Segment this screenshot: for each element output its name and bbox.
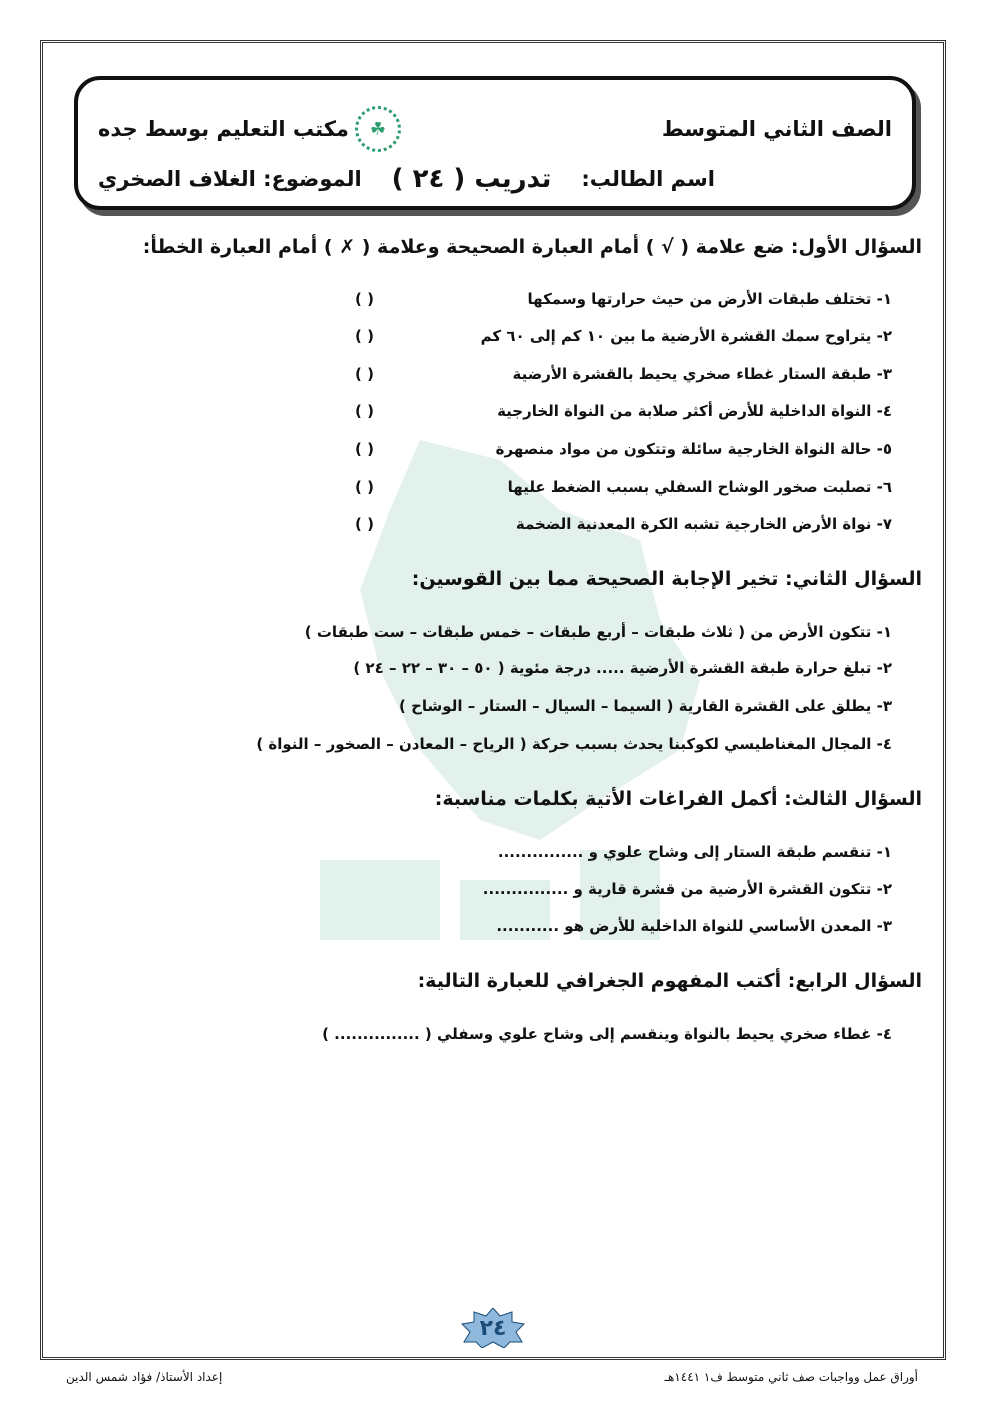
q1-answer-box-5[interactable]: ( ) bbox=[355, 440, 374, 458]
q4-title: السؤال الرابع: أكتب المفهوم الجغرافي للعبارة التالية: bbox=[417, 970, 922, 992]
q1-answer-box-7[interactable]: ( ) bbox=[355, 515, 374, 533]
q1-item-6: ٦- تصلبت صخور الوشاح السفلي بسبب الضغط عليها bbox=[507, 478, 892, 496]
q1-title: السؤال الأول: ضع علامة ( √ ) أمام العبارة الصحيحة وعلامة ( ✗ ) أمام العبارة الخطأ: bbox=[142, 236, 922, 258]
q1-answer-box-4[interactable]: ( ) bbox=[355, 402, 374, 420]
subject-label: الموضوع: الغلاف الصخري bbox=[98, 167, 362, 191]
training-label: تدريب ( ٢٤ ) bbox=[391, 164, 552, 194]
page-number-badge bbox=[460, 1308, 526, 1348]
q3-item-2: ٢- تتكون القشرة الأرضية من قشرة قارية و ............... bbox=[482, 880, 892, 898]
footer-title: أوراق عمل وواجبات صف ثاني متوسط ف١ ١٤٤١هـ bbox=[664, 1370, 918, 1384]
q1-item-4: ٤- النواة الداخلية للأرض أكثر صلابة من النواة الخارجية bbox=[497, 402, 892, 420]
q1-answer-box-2[interactable]: ( ) bbox=[355, 327, 374, 345]
header-row-bottom bbox=[98, 164, 892, 194]
q3-item-1: ١- تنقسم طبقة الستار إلى وشاح علوي و ............... bbox=[497, 843, 892, 861]
q1-item-3: ٣- طبقة الستار غطاء صخري يحيط بالقشرة الأرضية bbox=[512, 365, 892, 383]
q1-item-7: ٧- نواة الأرض الخارجية تشبه الكرة المعدنية الضخمة bbox=[515, 515, 892, 533]
q2-title: السؤال الثاني: تخير الإجابة الصحيحة مما بين القوسين: bbox=[411, 568, 922, 590]
student-name-label: اسم الطالب: bbox=[581, 167, 715, 191]
q2-item-1: ١- تتكون الأرض من ( ثلاث طبقات – أربع طبقات – خمس طبقات – ست طبقات ) bbox=[304, 623, 892, 641]
header-row-top bbox=[98, 106, 892, 152]
grade-label: الصف الثاني المتوسط bbox=[661, 117, 892, 141]
q1-item-1: ١- تختلف طبقات الأرض من حيث حرارتها وسمكها bbox=[527, 290, 892, 308]
office-name: مكتب التعليم بوسط جده bbox=[98, 117, 349, 141]
q2-item-4: ٤- المجال المغناطيسي لكوكبنا يحدث بسبب حركة ( الرياح – المعادن – الصخور – النواة ) bbox=[256, 735, 892, 753]
q1-answer-box-1[interactable]: ( ) bbox=[355, 290, 374, 308]
page-number: ٢٤ bbox=[479, 1315, 507, 1341]
q2-item-3: ٣- يطلق على القشرة القارية ( السيما – السيال – الستار – الوشاح ) bbox=[399, 697, 892, 715]
q1-answer-box-6[interactable]: ( ) bbox=[355, 478, 374, 496]
q1-answer-box-3[interactable]: ( ) bbox=[355, 365, 374, 383]
q3-item-3: ٣- المعدن الأساسي للنواة الداخلية للأرض هو ........... bbox=[496, 917, 892, 935]
q4-item-1: ٤- غطاء صخري يحيط بالنواة وينقسم إلى وشاح علوي وسفلي ( ............... ) bbox=[322, 1025, 892, 1043]
q1-item-2: ٢- يتراوح سمك القشرة الأرضية ما بين ١٠ كم إلى ٦٠ كم bbox=[480, 327, 892, 345]
header-box bbox=[74, 76, 916, 210]
palm-swords-emblem-icon: ☘ bbox=[355, 106, 401, 152]
q1-item-5: ٥- حالة النواة الخارجية سائلة وتتكون من مواد منصهرة bbox=[495, 440, 892, 458]
footer-author: إعداد الأستاذ/ فؤاد شمس الدين bbox=[66, 1370, 223, 1384]
q3-title: السؤال الثالث: أكمل الفراغات الأتية بكلمات مناسبة: bbox=[434, 788, 922, 810]
q2-item-2: ٢- تبلغ حرارة طبقة القشرة الأرضية ..... درجة مئوية ( ٥٠ – ٣٠ – ٢٢ – ٢٤ ) bbox=[353, 659, 892, 677]
office-block bbox=[98, 106, 401, 152]
